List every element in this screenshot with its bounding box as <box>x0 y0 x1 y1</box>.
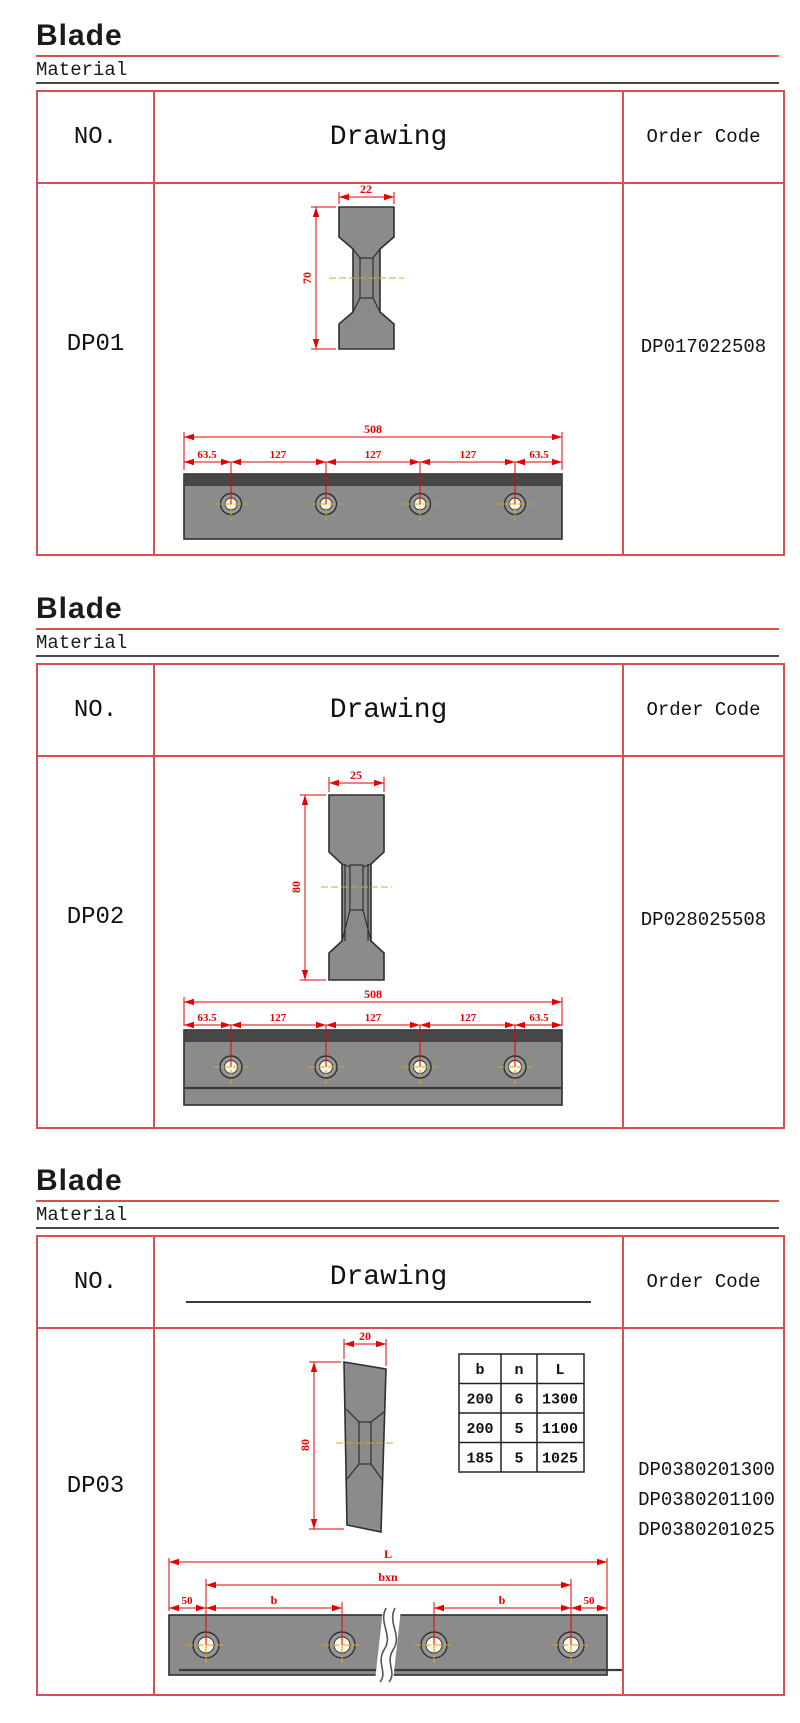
no-cell <box>37 1328 154 1695</box>
page-title: Blade <box>36 1164 123 1197</box>
size-table-cell: 5 <box>514 1450 524 1468</box>
dim-segment-label: 127 <box>269 1012 287 1024</box>
order-code: DP017022508 <box>640 336 767 358</box>
profile-drawing <box>336 1362 395 1532</box>
order-code-cell <box>623 756 784 1128</box>
order-code-list <box>632 1455 775 1545</box>
dim-segment-label: 63.5 <box>529 449 549 461</box>
spec-table-dp03 <box>36 1235 785 1696</box>
blade-number: DP02 <box>66 903 125 931</box>
dim-width-label: 20 <box>359 1329 371 1343</box>
dim-height-label: 80 <box>289 881 303 893</box>
section-dp02 <box>36 593 779 1129</box>
section-dp03 <box>36 1165 779 1696</box>
drawing-cell <box>154 183 623 555</box>
dim-pitch-label: bxn <box>378 1570 398 1584</box>
dim-segment-label: 127 <box>364 1012 382 1024</box>
material-underline <box>36 82 779 84</box>
material-underline <box>36 1227 779 1229</box>
dim-segment-label: b <box>270 1593 278 1607</box>
table-header-row <box>37 91 784 183</box>
page-title: Blade <box>36 592 123 625</box>
dim-segment-label: 127 <box>269 449 287 461</box>
size-table-cell: 200 <box>466 1391 494 1409</box>
section-dp01 <box>36 20 779 556</box>
drawing-header <box>154 1236 623 1328</box>
order-code-header: Order Code <box>623 91 784 183</box>
spec-table-dp02 <box>36 663 785 1129</box>
table-header-row <box>37 664 784 756</box>
order-code-header: Order Code <box>623 1236 784 1328</box>
drawing-header: Drawing <box>154 664 623 756</box>
dim-width-label: 25 <box>350 768 362 782</box>
order-code-cell <box>623 1328 784 1695</box>
dim-segment-label: 127 <box>364 449 382 461</box>
no-header: NO. <box>37 1236 154 1328</box>
title-underline <box>36 55 779 57</box>
dim-segment-label: 63.5 <box>197 449 217 461</box>
table-row <box>37 183 784 555</box>
dim-height-label: 80 <box>298 1439 312 1451</box>
size-table-header: n <box>514 1362 524 1379</box>
material-label: Material <box>36 632 128 654</box>
no-cell <box>37 183 154 555</box>
material-underline <box>36 655 779 657</box>
drawing-cell <box>154 1328 623 1695</box>
dim-segment-label: 50 <box>583 1595 595 1607</box>
dim-segment-label: 63.5 <box>197 1012 217 1024</box>
table-row <box>37 1328 784 1695</box>
no-cell <box>37 756 154 1128</box>
dim-segment-label: 63.5 <box>529 1012 549 1024</box>
no-header: NO. <box>37 664 154 756</box>
order-code: DP0380201025 <box>638 1518 775 1541</box>
table-row <box>37 756 784 1128</box>
technical-drawing-dp01 <box>155 184 622 554</box>
size-options-table <box>459 1354 584 1472</box>
profile-drawing <box>321 795 392 980</box>
title-underline <box>36 628 779 630</box>
material-label: Material <box>36 1204 128 1226</box>
no-header: NO. <box>37 91 154 183</box>
size-table-cell: 6 <box>514 1391 524 1409</box>
dim-segment-label: 127 <box>459 1012 477 1024</box>
technical-drawing-dp03 <box>155 1329 622 1694</box>
dim-total-label: L <box>383 1547 393 1561</box>
size-table-cell: 1100 <box>541 1421 579 1438</box>
material-label: Material <box>36 59 128 81</box>
size-table-cell: 1300 <box>541 1391 579 1409</box>
blade-bar-drawing <box>169 1608 622 1682</box>
blade-number: DP01 <box>66 330 125 358</box>
dim-total-label: 508 <box>364 987 382 1001</box>
order-code: DP0380201100 <box>638 1488 775 1511</box>
blade-number: DP03 <box>66 1473 125 1500</box>
order-code-header: Order Code <box>623 664 784 756</box>
drawing-header: Drawing <box>154 91 623 183</box>
technical-drawing-dp02 <box>155 757 622 1127</box>
order-code-cell <box>623 183 784 555</box>
dim-width-label: 22 <box>360 184 372 196</box>
dim-segment-label: b <box>498 1593 506 1607</box>
spec-table-dp01 <box>36 90 785 556</box>
size-table-cell: 200 <box>466 1421 494 1438</box>
size-table-cell: 185 <box>466 1450 494 1468</box>
drawing-header-underline <box>186 1301 591 1303</box>
size-table-cell: 1025 <box>541 1450 579 1468</box>
order-code: DP0380201300 <box>638 1458 775 1481</box>
size-table-header: b <box>475 1362 485 1379</box>
size-table-cell: 5 <box>514 1421 524 1438</box>
dim-segment-label: 127 <box>459 449 477 461</box>
table-header-row <box>37 1236 784 1328</box>
dim-total-label: 508 <box>364 422 382 436</box>
order-code: DP028025508 <box>640 909 767 931</box>
title-underline <box>36 1200 779 1202</box>
size-table-header: L <box>555 1362 565 1379</box>
page-title: Blade <box>36 19 123 52</box>
blade-bar-drawing <box>184 474 562 539</box>
profile-drawing <box>329 207 404 349</box>
blade-bar-drawing <box>184 1030 562 1105</box>
dim-height-label: 70 <box>300 272 314 284</box>
dim-segment-label: 50 <box>181 1595 193 1607</box>
drawing-cell <box>154 756 623 1128</box>
drawing-header-label: Drawing <box>329 1261 448 1293</box>
